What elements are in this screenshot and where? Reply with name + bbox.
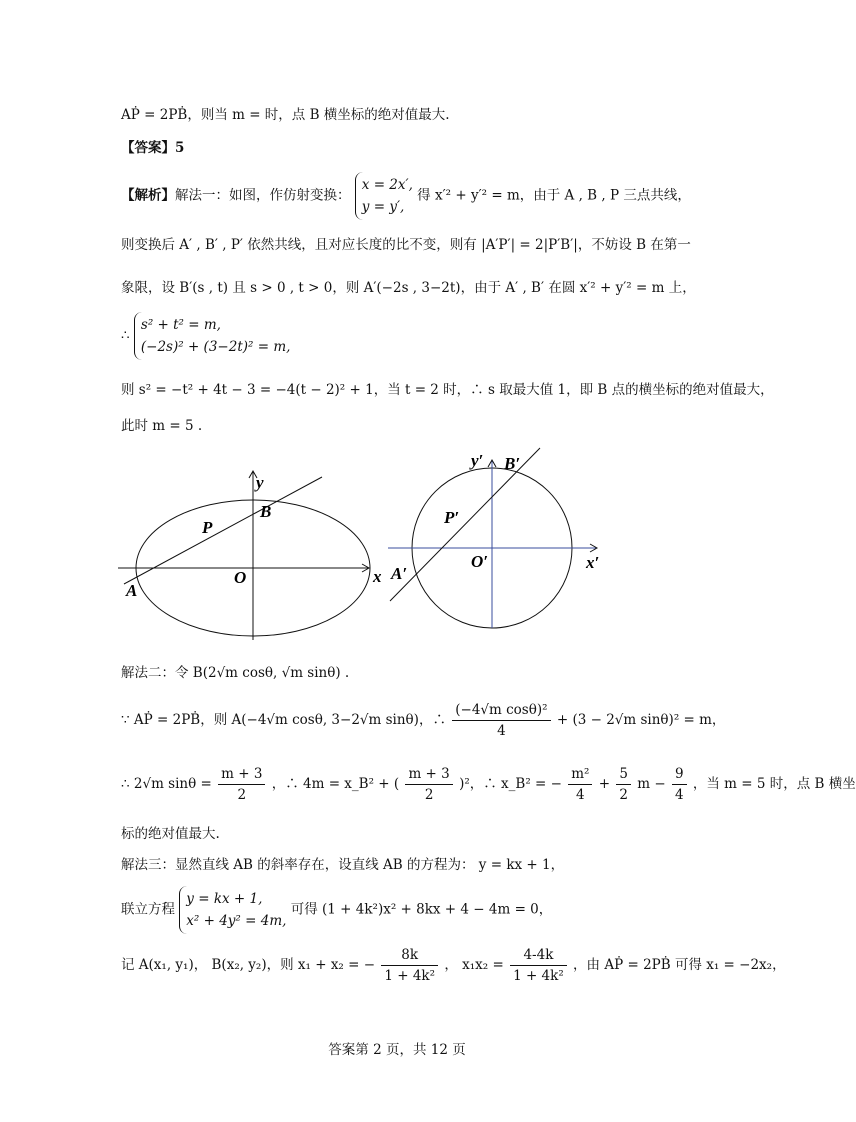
m2l3-c: )²，∴ x_B² = − xyxy=(459,776,562,792)
analysis-line-1 xyxy=(121,172,691,220)
method2-line-2 xyxy=(121,700,725,741)
frac-num: (−4√m cosθ)² xyxy=(452,700,550,721)
label-b: B xyxy=(260,502,272,521)
method3-line-3 xyxy=(121,945,786,986)
label-p-prime: P′ xyxy=(444,508,460,527)
circle-system-cases xyxy=(134,312,291,360)
label-a: A xyxy=(126,581,138,600)
system-line xyxy=(121,312,290,360)
case2-row2: (−2s)² + (3−2t)² = m, xyxy=(140,339,291,355)
frac-sum xyxy=(381,945,438,986)
label-y-prime: y′ xyxy=(471,451,484,470)
analysis-line-1-tail: 得 x′² + y′² = m，由于 A , B , P 三点共线， xyxy=(417,187,691,204)
label-a-prime: A′ xyxy=(391,564,408,583)
line-ellipse-system xyxy=(179,886,286,934)
case1-row1: x = 2x′, xyxy=(361,177,413,193)
m2l3-b: ，∴ 4m = x_B² + ( xyxy=(271,776,400,792)
frac-den: 4 xyxy=(497,723,506,739)
therefore-symbol: ∴ xyxy=(121,327,130,344)
affine-transform-cases xyxy=(355,172,413,220)
frac-product-num: 4-4k xyxy=(510,945,567,966)
frac-4 xyxy=(616,764,631,805)
label-x-prime: x′ xyxy=(586,553,600,572)
frac-1-den: 2 xyxy=(237,787,247,803)
frac-1 xyxy=(218,764,265,805)
label-y: y xyxy=(256,473,264,492)
method3-line-2 xyxy=(121,886,552,934)
label-x: x xyxy=(373,567,382,586)
m3l3-b: ， x₁x₂ = xyxy=(444,957,504,973)
method2-line-2a: ∵ AṖ = 2PḂ，则 A(−4√m cosθ, 3−2√m sinθ)，∴ xyxy=(121,712,446,728)
label-o: O xyxy=(234,568,247,587)
analysis-prefix: 【解析】 xyxy=(121,187,175,204)
label-p: P xyxy=(202,518,213,537)
analysis-line-3: 象限，设 B′(s , t) 且 s > 0 , t > 0，则 A′(−2s , 3−2t)，由于 A′ , B′ 在圆 x′² + y′² = m 上， xyxy=(121,280,696,296)
method2-line-3 xyxy=(121,764,856,805)
frac-5-num: 9 xyxy=(672,764,687,785)
frac-3-den: 4 xyxy=(576,787,585,803)
answer-line: 【答案】5 xyxy=(121,140,185,156)
analysis-method1: 解法一：如图，作仿射变换： xyxy=(175,187,351,204)
frac-product-den: 1 + 4k² xyxy=(513,968,564,984)
ellipse-figure xyxy=(110,460,400,645)
m3l3-a: 记 A(x₁, y₁)， B(x₂, y₂)，则 x₁ + x₂ = − xyxy=(121,957,376,973)
frac-product xyxy=(510,945,567,986)
frac-sum-num: 8k xyxy=(381,945,438,966)
frac-2 xyxy=(405,764,452,805)
m2l3-d: + xyxy=(598,776,611,792)
m3l2-b: 可得 (1 + 4k²)x² + 8kx + 4 − 4m = 0， xyxy=(290,901,553,918)
frac-2-num: m + 3 xyxy=(405,764,452,785)
frac-3-num: m² xyxy=(568,764,592,785)
analysis-line-6: 此时 m = 5 . xyxy=(121,418,203,434)
case3-row2: x² + 4y² = 4m, xyxy=(186,913,287,929)
m2l3-f: ，当 m = 5 时，点 B 横坐 xyxy=(692,776,856,792)
circle-figure xyxy=(380,443,620,643)
label-b-prime: B′ xyxy=(504,454,521,473)
m3l3-c: ，由 AṖ = 2PḂ 可得 x₁ = −2x₂， xyxy=(573,957,786,973)
method2-line-4: 标的绝对值最大. xyxy=(121,826,220,842)
method2-line-1: 解法二：令 B(2√m cosθ, √m sinθ) . xyxy=(121,665,350,681)
frac-5 xyxy=(672,764,687,805)
frac-3 xyxy=(568,764,592,805)
method2-line-2b: + (3 − 2√m sinθ)² = m， xyxy=(556,712,726,728)
case1-row2: y = y′, xyxy=(361,199,405,215)
frac-4-num: 5 xyxy=(616,764,631,785)
question-tail: AṖ = 2PḂ，则当 m = 时，点 B 横坐标的绝对值最大. xyxy=(121,107,450,123)
label-o-prime: O′ xyxy=(471,552,489,571)
case2-row1: s² + t² = m, xyxy=(140,317,221,333)
frac-4-den: 2 xyxy=(619,787,628,803)
m3l2-a: 联立方程 xyxy=(121,901,175,918)
method3-line-1: 解法三：显然直线 AB 的斜率存在，设直线 AB 的方程为： y = kx + 1， xyxy=(121,857,565,873)
analysis-line-2: 则变换后 A′ , B′ , P′ 依然共线，且对应长度的比不变，则有 |A′P′| = 2|P′B′|，不妨设 B 在第一 xyxy=(121,237,691,253)
frac-2-den: 2 xyxy=(424,787,434,803)
m2l3-a: ∴ 2√m sinθ = xyxy=(121,776,212,792)
frac-5-den: 4 xyxy=(674,787,684,803)
analysis-line-5: 则 s² = −t² + 4t − 3 = −4(t − 2)² + 1，当 t = 2 时，∴ s 取最大值 1，即 B 点的横坐标的绝对值最大， xyxy=(121,382,774,398)
frac-a-squared xyxy=(452,700,550,741)
m2l3-e: m − xyxy=(637,776,666,792)
frac-1-num: m + 3 xyxy=(218,764,265,785)
frac-sum-den: 1 + 4k² xyxy=(384,968,436,984)
case3-row1: y = kx + 1, xyxy=(186,891,263,907)
page-footer: 答案第 2 页，共 12 页 xyxy=(328,1042,466,1058)
